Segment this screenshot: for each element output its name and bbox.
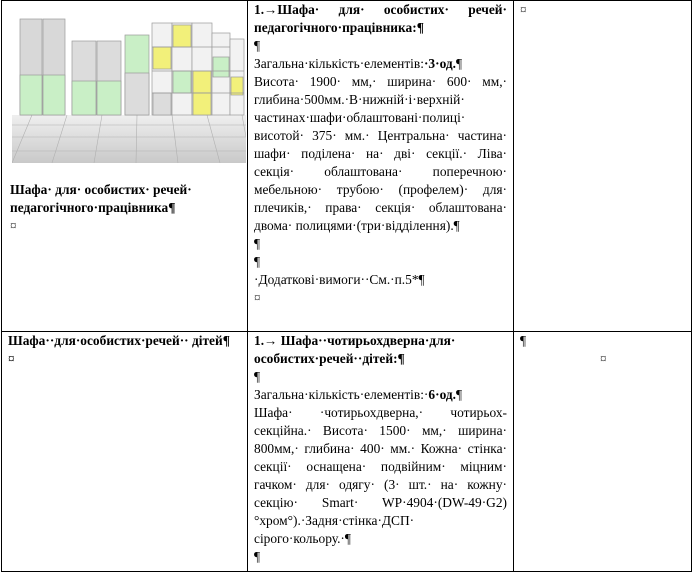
- spec-description: Шафа· ·чотирьохдверна,· чотирьох-секційна.· Висота· 1500· мм,· ширина· 800мм,· глибина· 400· мм.· Кожна· стінка· секції· оснащена· подвійним· міцним· гачком· для· одягу· (3· шт.· на· кожну· секцію· Smart· WP·4904·(DW-49·G2)°хром°).·Задня·стінка·ДСП· сірого·кольору.·¶: [254, 405, 507, 546]
- item-spec-cell: [248, 332, 514, 572]
- element-count: [254, 55, 507, 73]
- count-value: ·3·од.: [423, 56, 456, 71]
- element-count: [254, 386, 507, 404]
- item-name-cell: [2, 1, 248, 332]
- item-name-cell: [2, 332, 248, 572]
- cell-end-mark: ¤: [600, 351, 607, 366]
- count-label: Загальна·кількість·елементів:·: [254, 387, 429, 402]
- empty-paragraph: ¶: [254, 38, 261, 53]
- empty-paragraph: ¶: [254, 236, 261, 251]
- spec-heading: 1.→ Шафа··чотирьохдверна·для· особистих·речей··дітей:¶: [254, 333, 456, 366]
- extra-requirements: ·Додаткові·вимоги··См.·п.5*¶: [254, 272, 425, 287]
- item-title: Шафа· для· особистих· речей· педагогічного·працівника¶: [10, 182, 192, 215]
- table-row: [2, 1, 692, 332]
- count-label: Загальна·кількість·елементів:: [254, 56, 424, 71]
- cell-end-mark: ¤: [254, 290, 261, 305]
- item-title: Шафа··для·особистих·речей·· дітей¶: [8, 333, 230, 348]
- spec-table: [1, 0, 692, 572]
- count-value: 6·од.: [428, 387, 456, 402]
- spec-description: Висота· 1900· мм,· ширина· 600· мм,· глибина·500мм.·В·нижній·і·верхній· частинах·шафи·облаштовані·полиці· висотой· 375· мм.· Центральна· частина· шафи· поділена· на· дві· секції.· Ліва· секція· облаштована· поперечною· мебельною· трубою· (профелем)· для· плечиків,· права· секція· облаштована· двома· полицями·(три·відділення).¶: [254, 74, 507, 233]
- spec-heading: 1.→Шафа· для· особистих· речей· педагогічного·працівника:¶: [254, 2, 507, 35]
- table-row: [2, 332, 692, 572]
- notes-cell: [514, 1, 692, 332]
- item-spec-cell: [248, 1, 514, 332]
- empty-paragraph: ¶: [254, 254, 261, 269]
- empty-paragraph: ¶: [254, 369, 261, 384]
- cell-end-mark: ¤: [8, 351, 15, 366]
- pilcrow: ¶: [456, 56, 463, 71]
- empty-paragraph: ¶: [254, 549, 261, 564]
- notes-cell: [514, 332, 692, 572]
- wardrobe-illustration: [12, 17, 246, 163]
- cell-end-mark: ¤: [520, 2, 527, 17]
- pilcrow: ¶: [520, 333, 527, 348]
- cell-end-mark: ¤: [10, 218, 17, 233]
- pilcrow: ¶: [456, 387, 463, 402]
